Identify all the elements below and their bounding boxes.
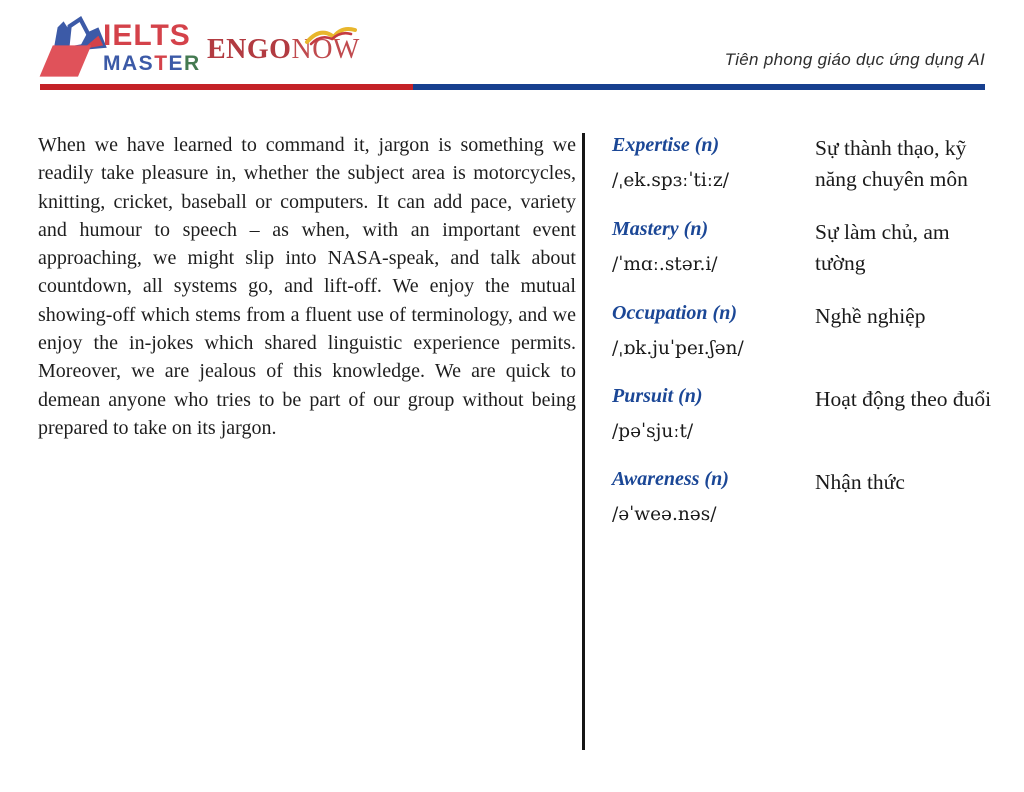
vertical-divider [582, 133, 585, 750]
vocab-word-col [612, 133, 815, 195]
vocab-meaning: Hoạt động theo đuổi [815, 387, 992, 411]
vocab-meaning: Nghề nghiệp [815, 304, 926, 328]
engonow-bold-label: ENGO [207, 34, 292, 65]
vocab-ipa: /ˌɒk.juˈpeɪ.ʃən/ [612, 338, 744, 359]
vocab-word: Awareness (n) [612, 468, 729, 490]
vocab-meaning: Nhận thức [815, 470, 905, 494]
vocab-ipa: /pəˈsjuːt/ [612, 421, 694, 442]
reading-passage: When we have learned to command it, jargon is something we readily take pleasure in, whether the subject area is motorcycles, knitting, cricket, baseball or computers. It can add pace, variety and humour to speech – as when, with an important event approaching, we might slip into NASA-speak, and talk about countdown, all systems go, and lift-off. We enjoy the mutual showing-off which stems from a fluent use of terminology, and we enjoy the in-jokes which shared linguistic experience permits. Moreover, we are jealous of this knowledge. We are quick to demean anyone who tries to be part of our group without being prepared to take on its jargon. [38, 134, 576, 439]
vocab-entry [612, 133, 1008, 195]
vocab-word: Mastery (n) [612, 218, 709, 240]
header-divider-red-segment [40, 84, 413, 90]
vocab-ipa: /ˌek.spɜːˈtiːz/ [612, 170, 729, 191]
company-tagline: Tiên phong giáo dục ứng dụng AI [724, 50, 985, 69]
vocab-meaning: Sự làm chủ, am tường [815, 220, 950, 275]
vocab-ipa: /ˈmɑː.stər.i/ [612, 254, 718, 275]
vocab-word-col [612, 301, 815, 362]
vocab-meaning: Sự thành thạo, kỹ năng chuyên môn [815, 136, 968, 191]
header-divider [40, 84, 985, 90]
vocabulary-list [612, 133, 1008, 550]
engonow-light-label: NOW [291, 34, 360, 65]
vocab-entry [612, 467, 1008, 528]
vocab-entry [612, 301, 1008, 362]
brand-master-label: MASTER [103, 52, 201, 75]
vocab-ipa: /əˈweə.nəs/ [612, 504, 717, 525]
vocab-word-col [612, 467, 815, 528]
header-divider-navy-segment [413, 84, 985, 90]
vocab-word: Pursuit (n) [612, 385, 703, 407]
vocab-entry [612, 217, 1008, 279]
flying-book-icon [303, 22, 357, 51]
brand-wordmark [103, 21, 203, 74]
vocab-word-col [612, 217, 815, 279]
vocab-word: Expertise (n) [612, 134, 720, 156]
brand-ielts-label: IELTS [103, 19, 191, 52]
vocab-entry [612, 384, 1008, 445]
ielts-master-books-icon [36, 14, 108, 83]
vocab-word-col [612, 384, 815, 445]
vocab-word: Occupation (n) [612, 302, 737, 324]
